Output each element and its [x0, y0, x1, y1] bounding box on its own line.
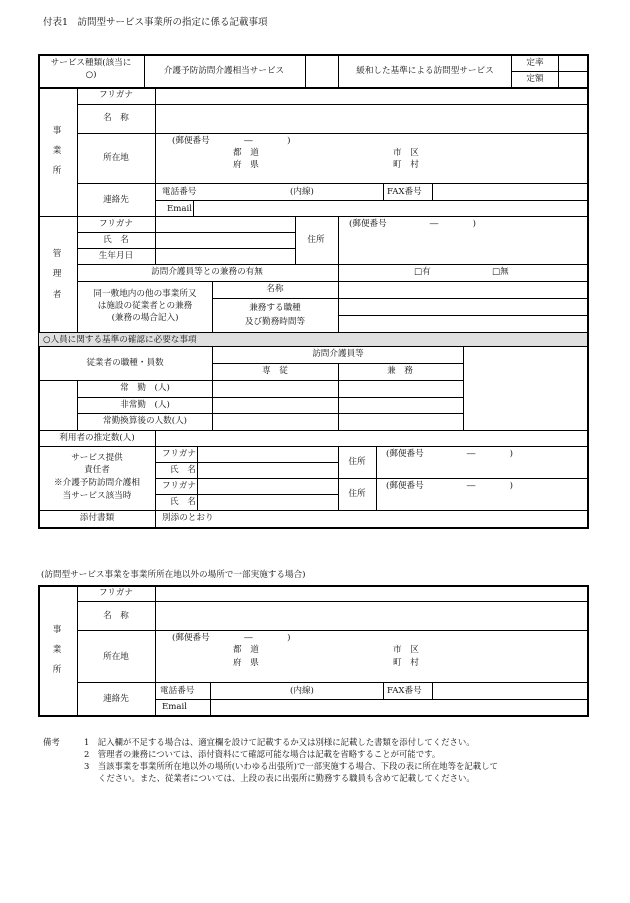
staff-job-count-label: 従業者の職種・員数 — [86, 358, 164, 368]
service-option-a[interactable]: 介護予防訪問介護相当サービス — [163, 66, 285, 76]
manager-residence-label: 住所 — [307, 235, 325, 245]
concurrent-duty-header: 兼 務 — [387, 366, 413, 376]
branch-fu-ken: 府 県 — [233, 658, 259, 668]
visiting-caregivers-header: 訪問介護員等 — [312, 349, 364, 359]
office-extension-label: (内線) — [290, 187, 314, 197]
provider2-residence-label: 住所 — [348, 489, 366, 499]
parttime-staff-label: 非常勤 (人) — [120, 400, 170, 410]
other-office-name-label: 名称 — [266, 284, 284, 294]
attachment-value: 別添のとおり — [162, 513, 214, 523]
branch-contact-label: 連絡先 — [103, 694, 129, 704]
office-address-label: 所在地 — [103, 153, 129, 163]
other-office-label-1: 同一敷地内の他の事業所又 — [93, 289, 197, 299]
branch-extension-label: (内線) — [290, 686, 314, 696]
manager-name-label: 氏 名 — [103, 235, 129, 245]
manager-section-char-1: 管 — [52, 249, 62, 259]
service-option-b[interactable]: 緩和した基準による訪問型サービス — [356, 66, 494, 76]
branch-name-label: 名 称 — [103, 611, 129, 621]
branch-shi-ku: 市 区 — [393, 645, 419, 655]
provider1-residence-label: 住所 — [348, 457, 366, 467]
note-1: 1 記入欄が不足する場合は、適宜欄を設けて記載するか又は別様に記載した書類を添付してください。 — [84, 737, 475, 747]
provider2-furigana-label: フリガナ — [162, 481, 196, 491]
branch-section-char-1: 事 — [52, 625, 62, 635]
attachment-label: 添付書類 — [79, 513, 115, 523]
fte-staff-label: 常勤換算後の人数(人) — [102, 416, 188, 426]
provider-label-3: ※介護予防訪問介護相 — [54, 478, 140, 488]
office-fax-label: FAX番号 — [387, 187, 422, 197]
office-furigana-label: フリガナ — [99, 90, 133, 100]
other-office-label-3: (兼務の場合記入) — [111, 313, 179, 323]
form-title: 付表1 訪問型サービス事業所の指定に係る記載事項 — [43, 17, 268, 28]
provider2-name-label: 氏 名 — [170, 497, 196, 507]
note-3-continued: ください。また、従業者については、上段の表に出張所に勤務する職員も含めて記載してください。 — [98, 773, 475, 783]
branch-section-char-3: 所 — [52, 665, 62, 675]
note-2: 2 管理者の兼務については、添付資料にて確認可能な場合は記載を省略することが可能です。 — [84, 749, 441, 759]
branch-section-char-2: 業 — [52, 645, 62, 655]
provider1-furigana-label: フリガナ — [162, 449, 196, 459]
other-office-label-2: は施設の従業者との兼務 — [97, 301, 193, 311]
fulltime-staff-label: 常 勤 (人) — [120, 383, 170, 393]
amount-fixed-label: 定額 — [526, 74, 544, 84]
service-type-label-2: ○) — [85, 70, 97, 80]
office-fu-ken: 府 県 — [233, 160, 259, 170]
branch-phone-label: 電話番号 — [160, 686, 195, 696]
office-section-char-2: 業 — [52, 146, 62, 156]
provider2-postal-code: (郵便番号 ― ) — [386, 481, 514, 491]
office-section-char-3: 所 — [52, 166, 62, 176]
branch-office-subtitle: (訪問型サービス事業を事業所所在地以外の場所で一部実施する場合) — [41, 570, 306, 580]
branch-address-label: 所在地 — [103, 652, 129, 662]
service-type-label: サービス種類(該当に — [50, 58, 132, 68]
office-section-char-1: 事 — [52, 126, 62, 136]
manager-furigana-label: フリガナ — [99, 219, 133, 229]
provider1-name-label: 氏 名 — [170, 465, 196, 475]
office-email-label: Email — [167, 204, 193, 214]
concurrent-yes-checkbox[interactable]: □有 — [414, 267, 431, 277]
provider-label-1: サービス提供 — [71, 453, 123, 463]
users-estimate-label: 利用者の推定数(人) — [59, 433, 135, 443]
office-name-label: 名 称 — [103, 113, 129, 123]
rate-fixed-label: 定率 — [526, 58, 544, 68]
office-cho-son: 町 村 — [393, 160, 419, 170]
branch-to-do: 都 道 — [233, 645, 259, 655]
office-contact-label: 連絡先 — [103, 195, 129, 205]
concurrent-job-label-2: 及び勤務時間等 — [244, 317, 306, 327]
provider1-postal-code: (郵便番号 ― ) — [386, 449, 514, 459]
notes-heading: 備考 — [43, 737, 60, 747]
office-shi-ku: 市 区 — [393, 148, 419, 158]
provider-label-4: 当サービス該当時 — [62, 491, 132, 501]
office-to-do: 都 道 — [233, 148, 259, 158]
manager-postal-code: (郵便番号 ― ) — [349, 219, 477, 229]
branch-fax-label: FAX番号 — [387, 686, 422, 696]
provider-label-2: 責任者 — [84, 465, 110, 475]
staff-requirements-band: ○人員に関する基準の確認に必要な事項 — [43, 335, 197, 345]
branch-cho-son: 町 村 — [393, 658, 419, 668]
manager-section-char-3: 者 — [52, 290, 62, 300]
full-duty-header: 専 従 — [262, 366, 288, 376]
note-3: 3 当該事業を事業所所在地以外の場所(いわゆる出張所)で一部実施する場合、下段の表に所在地等を記載して — [84, 761, 498, 771]
concurrent-duty-question: 訪問介護員等との兼務の有無 — [151, 267, 263, 277]
concurrent-job-label-1: 兼務する職種 — [249, 303, 301, 313]
branch-email-label: Email — [162, 702, 188, 712]
branch-furigana-label: フリガナ — [99, 588, 133, 598]
office-phone-label: 電話番号 — [162, 187, 197, 197]
office-postal-code: (郵便番号 ― ) — [172, 136, 291, 146]
branch-postal-code: (郵便番号 ― ) — [172, 633, 291, 643]
concurrent-no-checkbox[interactable]: □無 — [492, 267, 509, 277]
manager-section-char-2: 理 — [52, 269, 62, 279]
manager-birthdate-label: 生年月日 — [98, 251, 134, 261]
